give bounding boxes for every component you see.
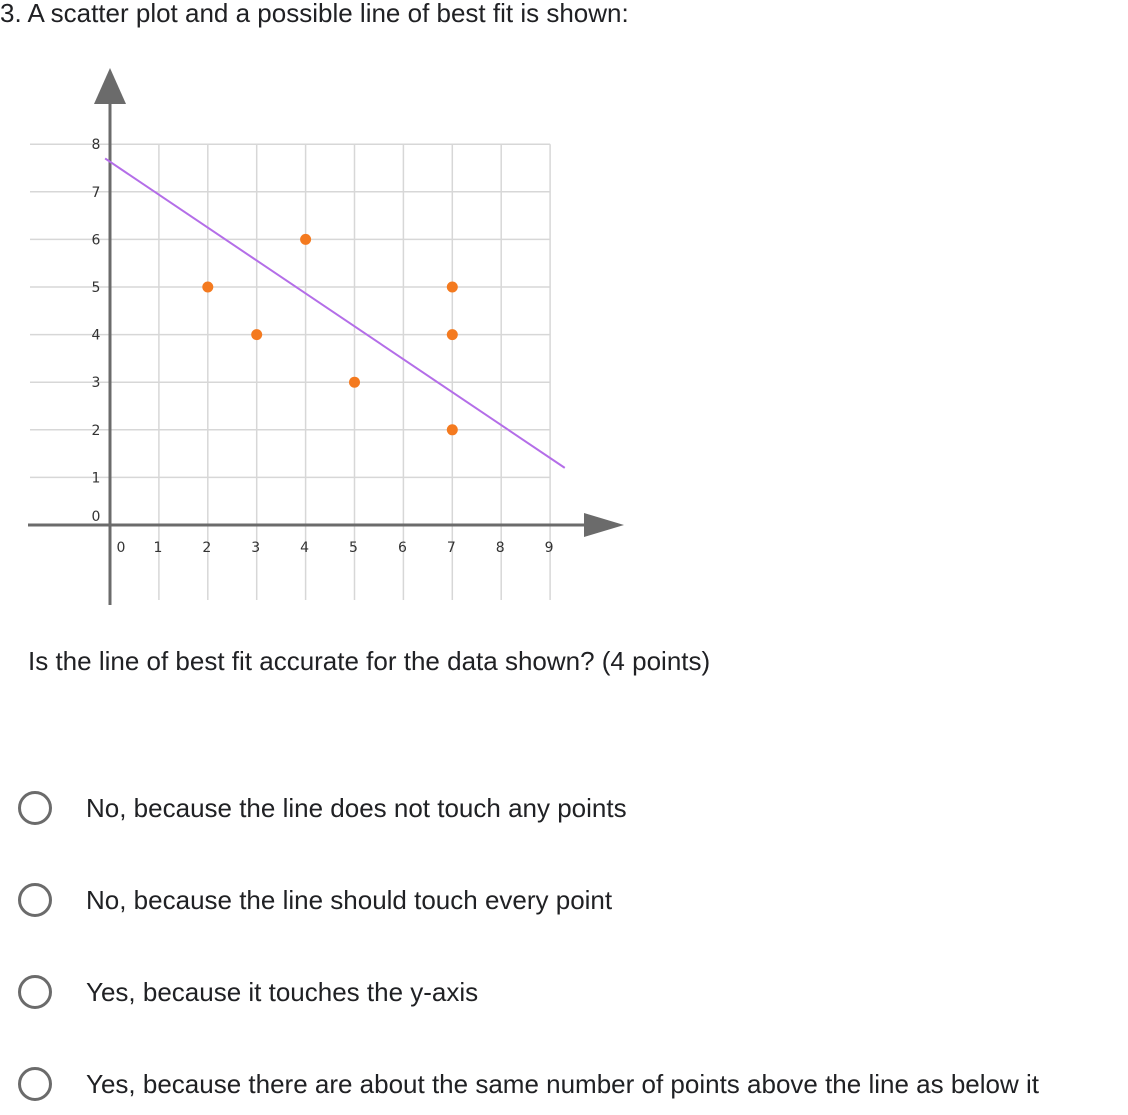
x-axis-arrow-icon [584,513,624,537]
answer-option-label: Yes, because it touches the y-axis [86,977,479,1007]
x-tick-label: 4 [300,540,310,556]
answer-option-label: No, because the line should touch every point [86,885,613,915]
data-point [447,282,458,293]
data-point [447,424,458,435]
x-tick-label: 0 [116,540,126,556]
x-tick-label: 9 [544,540,554,556]
chart-grid [30,144,550,600]
y-tick-label: 7 [91,184,101,201]
question-number: 3. [0,0,22,28]
data-point [251,329,262,340]
y-tick-label: 8 [91,137,101,154]
y-tick-label: 2 [91,422,101,439]
data-point [349,377,360,388]
data-point [202,282,213,293]
answer-option-1[interactable] [18,786,627,830]
data-point [300,234,311,245]
scatter-plot-chart [0,0,640,620]
radio-button-icon[interactable] [18,791,52,825]
answer-option-4[interactable] [18,1062,1039,1106]
radio-button-icon[interactable] [18,883,52,917]
x-tick-label: 1 [153,540,163,556]
x-tick-label: 8 [495,540,505,556]
radio-button-icon[interactable] [18,1067,52,1101]
radio-button-icon[interactable] [18,975,52,1009]
answer-option-3[interactable] [18,970,478,1014]
best-fit-line [105,158,565,467]
chart-tick-labels [92,137,554,556]
answer-option-label: No, because the line does not touch any points [86,793,627,823]
answer-option-label: Yes, because there are about the same number of points above the line as below it [86,1069,1039,1099]
question-title-text: A scatter plot and a possible line of best fit is shown: [27,0,629,28]
y-axis-arrow-icon [94,68,126,104]
x-tick-label: 2 [202,540,212,556]
answer-option-2[interactable] [18,878,612,922]
x-tick-label: 5 [349,540,358,556]
x-tick-label: 7 [446,540,456,556]
x-tick-label: 3 [251,540,261,556]
y-tick-label: 1 [91,470,101,487]
y-tick-label: 6 [91,232,101,249]
chart-best-fit-layer [105,158,565,467]
y-tick-label: 5 [91,280,101,296]
question-prompt: Is the line of best fit accurate for the data shown? (4 points) [28,646,711,676]
x-tick-label: 6 [397,540,407,556]
y-tick-label: 3 [91,375,101,392]
y-tick-label: 4 [91,327,101,344]
y-tick-label: 0 [91,509,101,525]
data-point [447,329,458,340]
chart-axes [28,68,624,605]
